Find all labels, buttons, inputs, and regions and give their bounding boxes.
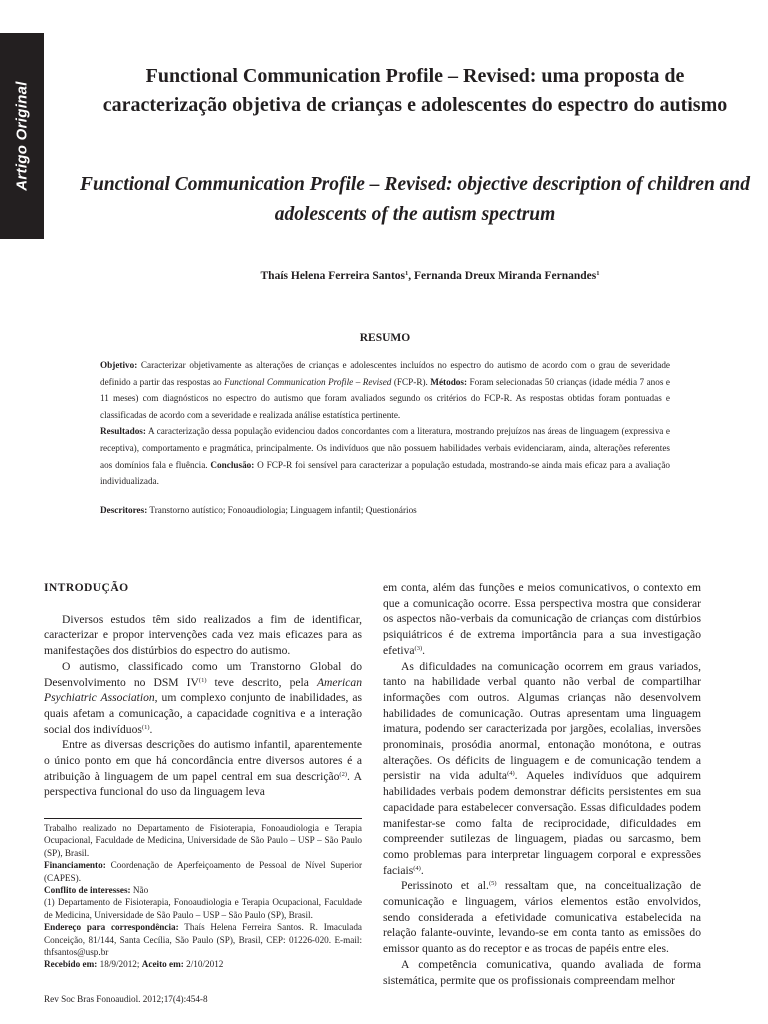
- right-column: [383, 580, 701, 988]
- citation-mark: (4): [507, 770, 515, 778]
- footnote-affiliation: (1) Departamento de Fisioterapia, Fonoaudiologia e Terapia Ocupacional, Faculdade de Medicina, Universidade de São Paulo – USP – São Paulo (SP), Brasil.: [44, 897, 362, 920]
- abstract-text: O FCP-R foi sensível para caracterizar a população estudada, mostrando-se ainda mais eficaz para a avaliação individualizada.: [100, 459, 671, 487]
- keywords-text: Transtorno autístico; Fonoaudiologia; Linguagem infantil; Questionários: [147, 505, 417, 515]
- article-type-label: Artigo Original: [13, 81, 31, 191]
- received-date: 18/9/2012;: [97, 959, 142, 970]
- paragraph-text: . Aqueles indivíduos que adquirem habilidades verbais podem demonstrar déficits persistentes em sua capacidade para estabelecer conversação. Essas dificuldades podem manifestar-se como falta de reciprocidade, dificuldades em compreender sutilezas de linguagem, piadas ou sarcasmo, bem como problemas para interpretar linguagem corporal e expressões faciais: [383, 769, 702, 877]
- paragraph: Diversos estudos têm sido realizados a fim de identificar, caracterizar e propor intervenções cada vez mais eficazes para as manifestações dos distúrbios do espectro do autismo.: [44, 612, 362, 658]
- citation-mark: (4): [413, 864, 421, 872]
- footnote-conflict: [44, 884, 362, 896]
- objective-label: Objetivo:: [100, 360, 138, 370]
- conclusion-label: Conclusão:: [210, 459, 255, 470]
- keywords-label: Descritores:: [100, 505, 148, 515]
- funding-text: Coordenação de Aperfeiçoamento de Pessoal de Nível Superior (CAPES).: [44, 860, 362, 883]
- accepted-label: Aceito em:: [141, 959, 184, 970]
- paragraph-text: em conta, além das funções e meios comunicativos, o contexto em que a comunicação ocorre. Essa perspectiva mostra que considerar os aspectos não-verbais da comunicação de crianças com distúrbios psiquiátricos é de extrema importância para a sua investigação efetiva: [383, 581, 701, 657]
- citation-mark: (3): [414, 644, 423, 652]
- paragraph-text: . A perspectiva funcional do uso da linguagem leva: [44, 769, 362, 799]
- correspondence-label: Endereço para correspondência:: [44, 922, 179, 933]
- abstract-body: [100, 357, 670, 490]
- citation-mark: (2): [339, 770, 348, 778]
- abstract-italic-text: Functional Communication Profile – Revised: [224, 376, 392, 387]
- journal-reference: Rev Soc Bras Fonoaudiol. 2012;17(4):454-8: [44, 994, 208, 1004]
- paragraph-text: Entre as diversas descrições do autismo infantil, aparentemente o único ponto em que há concordância entre diversos autores é a atribuição à linguagem de um papel central em sua descrição: [44, 738, 362, 783]
- author-affiliation-mark: 1: [596, 270, 600, 277]
- paragraph: [44, 737, 362, 800]
- title-english: Functional Communication Profile – Revised: objective description of children and adolescents of the autism spectrum: [79, 174, 751, 225]
- citation-mark: (5): [488, 880, 497, 888]
- accepted-date: 2/10/2012: [183, 959, 224, 970]
- left-column: [44, 580, 362, 800]
- footnote-correspondence: [44, 921, 362, 958]
- paragraph: [383, 659, 701, 879]
- abstract-text: (FCP-R).: [391, 376, 431, 387]
- abstract-text: Caracterizar objetivamente as alterações de crianças e adolescentes incluídos no espectro do autismo de acordo com o grau de severidade definido a partir das respostas ao: [100, 360, 670, 387]
- paragraph-text: .: [149, 722, 153, 736]
- title-portuguese: Functional Communication Profile – Revised: uma proposta de caracterização objetiva de crianças e adolescentes do espectro do autismo: [102, 65, 728, 116]
- abstract-text: A caracterização dessa população evidenciou dados concordantes com a literatura, mostrando prejuízos nas áreas de linguagem (expressiva e receptiva), comportamento e pragmática, principalmente. Os indivíduos que não possuem habilidades verbais evidenciaram, ainda, alterações referentes aos domínios fala e fluência.: [100, 426, 670, 470]
- footnotes: [44, 822, 362, 971]
- paragraph-text: teve descrito, pela: [206, 675, 317, 689]
- author-name: Thaís Helena Ferreira Santos: [260, 270, 406, 282]
- keywords: [100, 503, 670, 517]
- paragraph: [383, 580, 701, 659]
- paragraph: A competência comunicativa, quando avaliada de forma sistemática, permite que os profissionais compreendam melhor: [383, 957, 701, 987]
- conflict-label: Conflito de interesses:: [44, 885, 131, 896]
- paragraph: [44, 659, 362, 738]
- abstract-heading: RESUMO: [359, 332, 411, 344]
- author-separator: ,: [408, 270, 415, 282]
- footnote-institution: Trabalho realizado no Departamento de Fisioterapia, Fonoaudiologia e Terapia Ocupacional, Faculdade de Medicina, Universidade de São Paulo – USP – São Paulo (SP), Brasil.: [44, 823, 362, 858]
- abstract-text: Foram selecionadas 50 crianças (idade média 7 anos e 11 meses) com diagnósticos no espectro do autismo que foram avaliados segundo os critérios do FCP-R. As respostas obtidas foram pontuadas e classificadas de acordo com a severidade e realizada análise estatística pertinente.: [100, 376, 670, 420]
- authors-line: [80, 270, 768, 282]
- article-type-tab: [0, 33, 44, 239]
- footnote-funding: [44, 859, 362, 884]
- conflict-text: Não: [130, 885, 149, 896]
- author-name: Fernanda Dreux Miranda Fernandes: [414, 270, 597, 282]
- paragraph-text: .: [420, 863, 424, 877]
- citation-mark: (1): [198, 676, 207, 684]
- paragraph-text: .: [422, 643, 426, 657]
- paragraph-text: O autismo, classificado como um Transtorno Global do Desenvolvimento no DSM IV: [44, 659, 362, 689]
- footnote-divider: [44, 818, 362, 819]
- paragraph-text: ressaltam que, na conceitualização de comunicação e linguagem, vários elementos estão envolvidos, sendo considerada a efetividade comunicativa estabelecida na relação falante-ouvinte, levando-se em conta tanto as emissões do emissor quanto as do receptor e as trocas de papéis entre eles.: [383, 879, 701, 956]
- results-label: Resultados:: [100, 426, 146, 437]
- funding-label: Financiamento:: [44, 860, 106, 871]
- paragraph: [383, 878, 701, 957]
- footnote-dates: [44, 958, 362, 970]
- correspondence-text: Thaís Helena Ferreira Santos. R. Imaculada Conceição, 81/144, Santa Cecília, São Paulo (SP), Brasil, CEP: 01226-020. E-mail: thfsantos@usp.br: [44, 922, 362, 958]
- section-heading-introduction: INTRODUÇÃO: [44, 581, 129, 594]
- paragraph-text: , um complexo conjunto de inabilidades, as quais afetam a comunicação, a capacidade cognitiva e a interação social dos indivíduos: [44, 691, 363, 736]
- received-label: Recebido em:: [44, 959, 98, 970]
- paragraph-text: As dificuldades na comunicação ocorrem em graus variados, tanto na habilidade verbal quanto não verbal de compartilhar informações com outros. Algumas crianças não desenvolvem habilidades de comunicação. Outras apresentam uma linguagem imatura, podendo ser caracterizada por jargões, ecolalias, inversões pronominais, prosódia anormal, entonação monótona, e outras alterações. Os déficits de linguagem e de comunicação tendem a persistir na vida adulta: [383, 659, 701, 783]
- citation-mark: (1): [141, 723, 150, 731]
- methods-label: Métodos:: [430, 376, 468, 387]
- author-affiliation-mark: 1: [405, 270, 409, 277]
- paragraph-text: Perissinoto et al.: [401, 879, 489, 893]
- paragraph-italic-text: American Psychiatric Association: [44, 675, 363, 705]
